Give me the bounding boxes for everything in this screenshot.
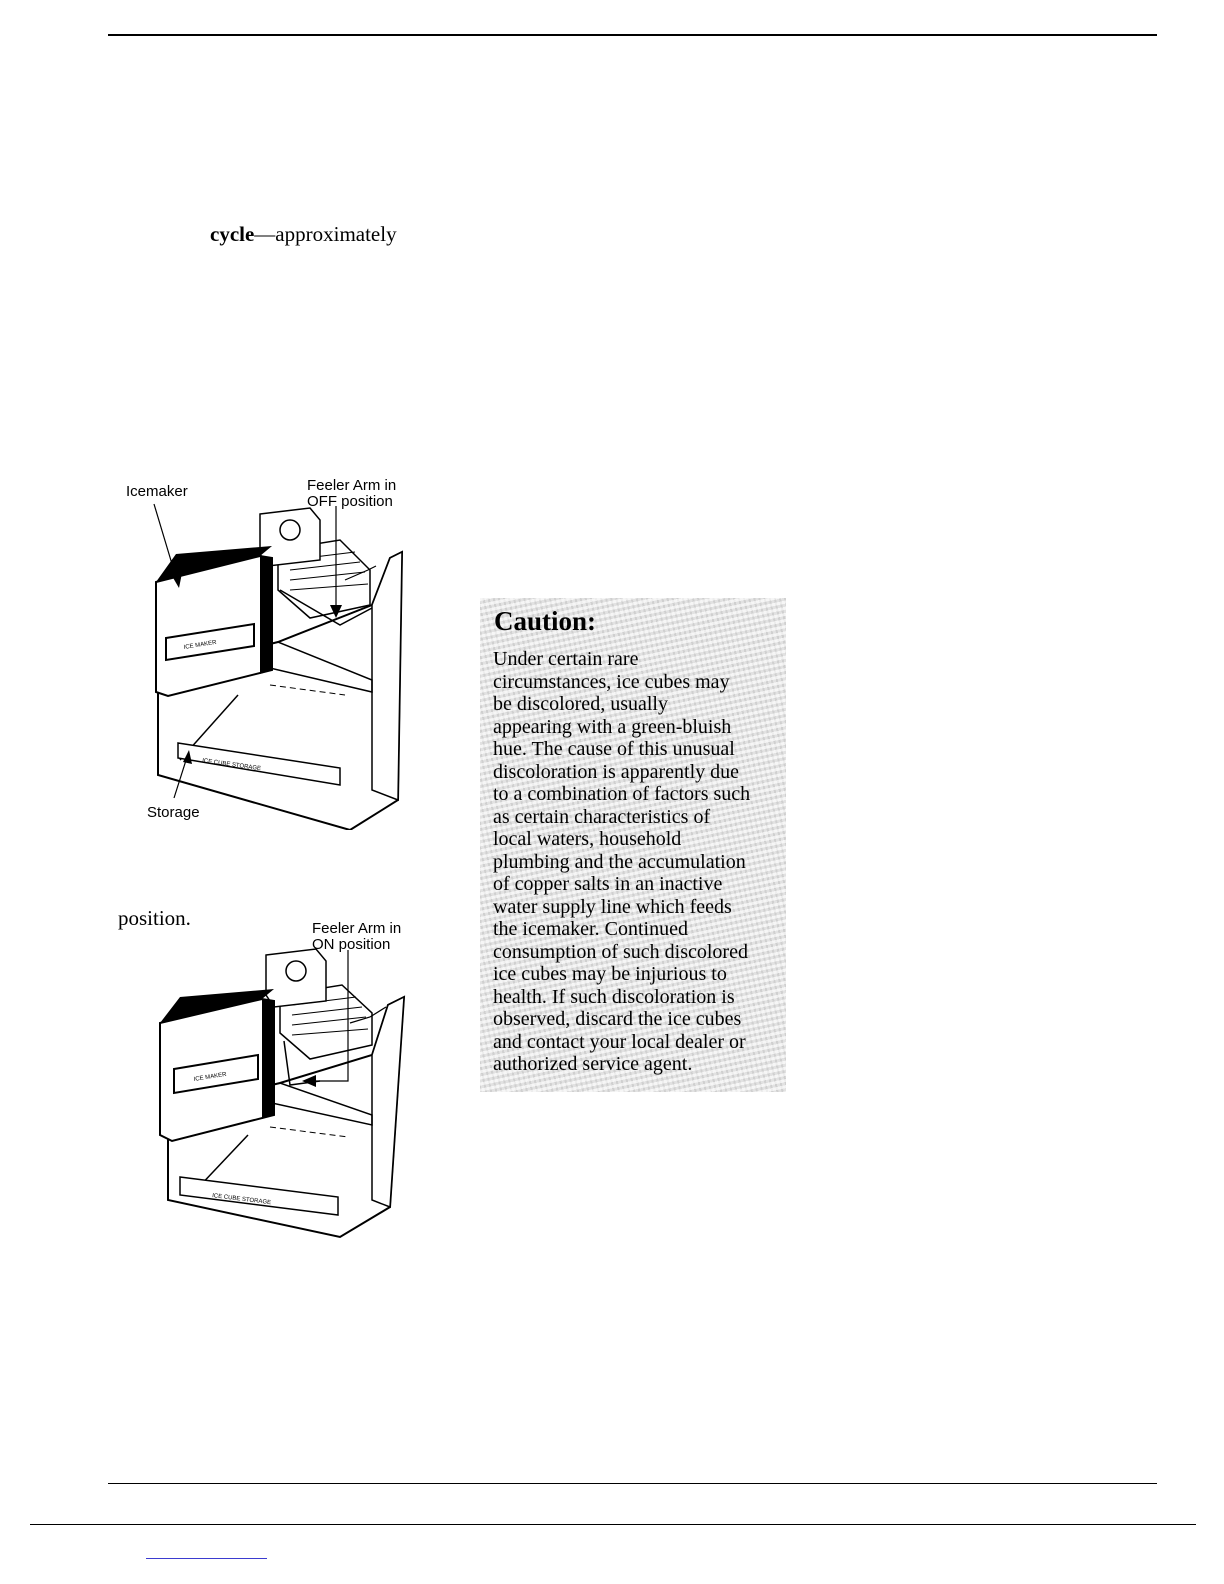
caution-line: of copper salts in an inactive <box>493 873 723 895</box>
storage-panel-text: ICE CUBE STORAGE <box>211 1193 272 1207</box>
caution-line: the icemaker. Continued <box>493 918 688 940</box>
icemaker-panel-text: ICE MAKER <box>193 1071 227 1083</box>
bottom-rule <box>108 1483 1157 1484</box>
caution-line: and contact your local dealer or <box>493 1030 746 1053</box>
icemaker-panel-text: ICE MAKER <box>183 639 217 651</box>
cycle-rest: —approximately <box>254 222 397 246</box>
top-rule <box>108 34 1157 36</box>
icemaker-box-side <box>262 999 274 1119</box>
fig2-feeler-label-line2: ON position <box>312 936 391 953</box>
fig1-storage-label: Storage <box>147 804 200 821</box>
bin-side-wall <box>372 552 402 800</box>
caution-line: to a combination of factors such <box>493 783 751 805</box>
fig1-icemaker-label: Icemaker <box>126 483 188 500</box>
cycle-text <box>210 222 397 246</box>
caution-line: hue. The cause of this unusual <box>493 738 735 760</box>
fig2-feeler-label-line1: Feeler Arm in <box>312 920 402 937</box>
caution-line: ice cubes may be injurious to <box>493 963 727 985</box>
cycle-bold: cycle <box>210 222 255 246</box>
icemaker-box-side <box>260 556 272 674</box>
caution-text <box>493 648 750 1076</box>
storage-panel-text: ICE CUBE STORAGE <box>201 758 262 773</box>
valve-housing <box>266 949 326 1007</box>
footer-rule <box>30 1524 1196 1525</box>
caution-line: observed, discard the ice cubes <box>493 1008 742 1030</box>
caution-line: circumstances, ice cubes may <box>493 670 730 693</box>
fig1-feeler-label-line1: Feeler Arm in <box>307 477 397 494</box>
caution-line: authorized service agent. <box>493 1053 693 1075</box>
icemaker-on-illustration <box>150 945 420 1245</box>
position-text: position. <box>118 906 191 930</box>
caution-line: consumption of such discolored <box>493 940 748 963</box>
caution-line: water supply line which feeds <box>493 895 732 918</box>
caution-line: health. If such discoloration is <box>493 985 735 1008</box>
fig1-feeler-label-line2: OFF position <box>307 493 393 510</box>
caution-line: local waters, household <box>493 828 682 850</box>
footer-link-underline[interactable] <box>146 1558 267 1559</box>
caution-title: Caution: <box>494 606 597 636</box>
icemaker-off-illustration <box>140 500 420 830</box>
caution-box <box>480 598 786 1092</box>
caution-line: plumbing and the accumulation <box>493 850 746 873</box>
caution-line: Under certain rare <box>493 648 639 670</box>
caution-line: as certain characteristics of <box>493 805 711 828</box>
caution-line: discoloration is apparently due <box>493 760 740 783</box>
caution-line: be discolored, usually <box>493 693 668 715</box>
bin-side-wall <box>372 997 404 1207</box>
caution-line: appearing with a green-bluish <box>493 715 732 738</box>
